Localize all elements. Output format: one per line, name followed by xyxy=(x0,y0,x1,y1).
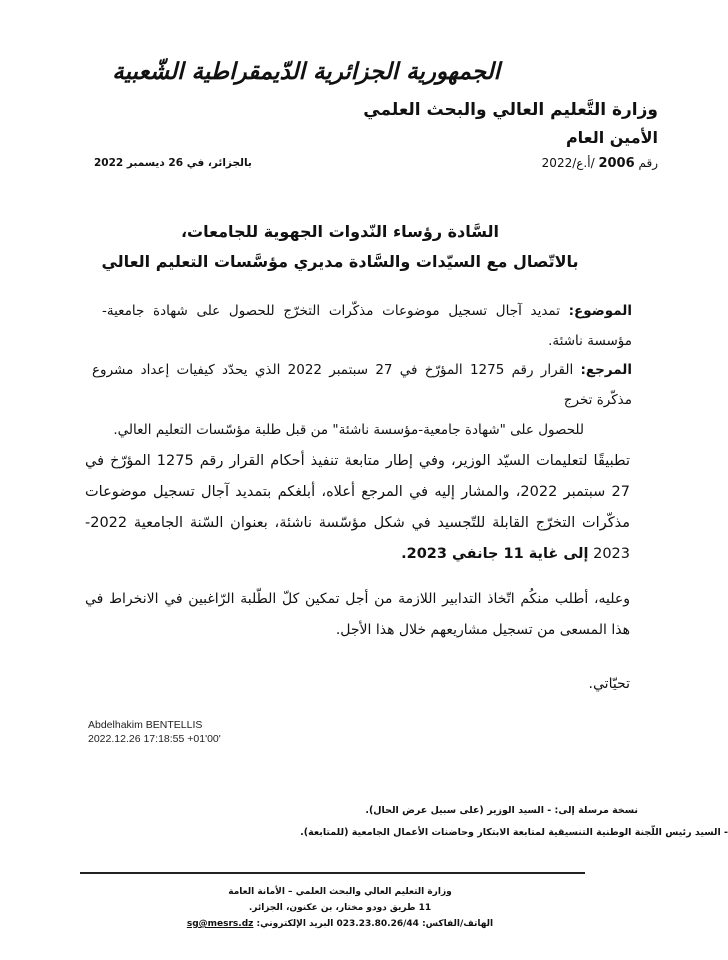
signer-name: Abdelhakim BENTELLIS xyxy=(88,719,203,731)
footer-contact xyxy=(0,916,680,932)
copy-recipient-2: - السيد رئيس اللّجنة الوطنية التنسيقية لمتابعة الابتكار وحاضنات الأعمال الجامعية (للمتابعة). xyxy=(300,827,728,838)
subject-label: الموضوع: xyxy=(568,303,632,319)
copies-list xyxy=(300,800,728,844)
body-paragraph-1-text: تطبيقًا لتعليمات السيّد الوزير، وفي إطار متابعة تنفيذ أحكام القرار رقم 1275 المؤرّخ في 27 سبتمبر 2022، والمشار إليه في المرجع أعلاه، أبلغكم بتمديد آجال تسجيل موضوعات مذكّرات التخرّج القابلة للتّجسيد في شكل مؤسّسة ناشئة، بعنوان السّنة الجامعية 2022-2023 xyxy=(85,453,630,562)
reference-label: المرجع: xyxy=(580,362,632,378)
recipient-line-1: السَّادة رؤساء النّدوات الجهوية للجامعات، xyxy=(180,222,500,241)
footer-ministry: وزارة التعليم العالي والبحث العلمي – الأمانة العامة xyxy=(228,887,452,897)
digital-signature xyxy=(88,718,221,746)
subject-paragraph xyxy=(102,296,632,356)
ref-suffix: /أ.ع/2022 xyxy=(541,156,595,170)
place-date: بالجزائر، في 26 ديسمبر 2022 xyxy=(94,157,252,169)
email-label: البريد الإلكتروني: xyxy=(256,919,334,929)
phone-label: الهاتف/الفاكس: xyxy=(422,919,494,929)
reference-text: القرار رقم 1275 المؤرّخ في 27 سبتمبر 2022 الذي يحدّد كيفيات إعداد مشروع مذكّرة تخرج xyxy=(92,362,632,408)
email-link[interactable]: sg@mesrs.dz xyxy=(186,919,254,929)
reference-number xyxy=(542,156,658,171)
signature-timestamp: 2022.12.26 17:18:55 +01'00' xyxy=(88,733,221,745)
subject-text: تمديد آجال تسجيل موضوعات مذكّرات التخرّج للحصول على شهادة جامعية-مؤسسة ناشئة. xyxy=(102,303,632,349)
phone-number: 023.23.80.26/44 xyxy=(336,919,419,929)
reference-continuation: للحصول على "شهادة جامعية-مؤسسة ناشئة" من قبل طلبة مؤسّسات التعليم العالي. xyxy=(113,422,584,438)
footer-divider xyxy=(80,872,585,874)
ministry-name: وزارة التَّعليم العالي والبحث العلمي xyxy=(363,100,658,120)
closing-greeting: تحيّاتي. xyxy=(588,676,630,692)
body-paragraph-1 xyxy=(85,446,630,570)
footer-address: 11 طريق دودو مختار، بن عكنون، الجزائر. xyxy=(248,903,432,913)
ref-prefix: رقم xyxy=(638,156,658,170)
deadline-text: إلى غاية 11 جانفي 2023. xyxy=(401,546,589,562)
reference-paragraph xyxy=(92,355,632,445)
ref-number: 2006 xyxy=(598,156,635,171)
republic-heading: الجمهورية الجزائرية الدّيمقراطية الشّعبية xyxy=(112,58,500,85)
copy-recipient-1: نسخة مرسلة إلى: - السيد الوزير (على سبيل عرض الحال). xyxy=(365,805,638,816)
office-name: الأمين العام xyxy=(565,128,658,147)
recipient-line-2: بالاتّصال مع السيّدات والسَّادة مديري مؤسَّسات التعليم العالي xyxy=(101,252,579,271)
body-paragraph-2: وعليه، أطلب منكُم اتّخاذ التدابير اللازمة من أجل تمكين كلّ الطّلبة الرّاغبين في الانخراط في هذا المسعى من تسجيل مشاريعهم خلال هذا الأجل. xyxy=(85,591,630,638)
